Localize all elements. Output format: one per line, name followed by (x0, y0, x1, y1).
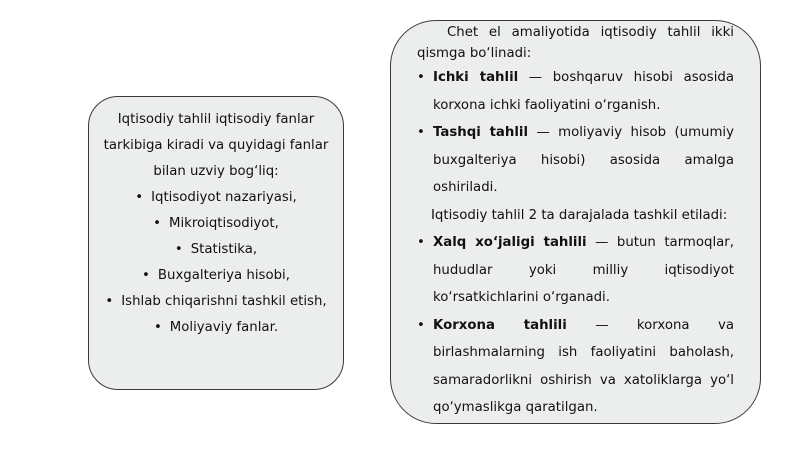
levels-intro: Iqtisodiy tahlil 2 ta darajalada tashkil etiladi: (431, 207, 728, 223)
list-item (417, 119, 734, 202)
list-item (417, 312, 734, 422)
related-sciences-box (88, 96, 344, 390)
term-description: — butun tarmoqlar, hududlar yoki milliy iqtisodiyot ko‘rsatkichlarini o‘rganadi. (433, 235, 734, 305)
list-item (417, 64, 734, 119)
term-description: — boshqaruv hisobi asosida korxona ichki faoliyatini o‘rganish. (433, 70, 735, 113)
list-item: • Ishlab chiqarishni tashkil etish, (99, 289, 333, 315)
related-sciences-intro: Iqtisodiy tahlil iqtisodiy fanlar tarkibiga kiradi va quyidagi fanlar bilan uzviy bog‘liq: (103, 112, 329, 179)
term-label: Xalq xo‘jaligi tahlili (433, 235, 587, 250)
related-sciences-list (99, 185, 333, 341)
term-description: — korxona va birlashmalarning ish faoliyatini baholash, samaradorlikni oshirish va xatoliklarga yo‘l qo‘ymaslikga qaratilgan. (433, 317, 734, 415)
term-description: — moliyaviy hisob (umumiy buxgalteriya hisobi) asosida amalga oshiriladi. (433, 125, 734, 195)
foreign-practice-intro: Chet el amaliyotida iqtisodiy tahlil ikki qismga bo‘linadi: (417, 25, 734, 61)
list-item: • Iqtisodiyot nazariyasi, (99, 185, 333, 211)
list-item: • Mikroiqtisodiyot, (99, 211, 333, 237)
term-label: Tashqi tahlil (433, 125, 529, 140)
term-label: Korxona tahlili (433, 317, 567, 333)
list-item: • Moliyaviy fanlar. (99, 315, 333, 341)
analysis-types-box (390, 20, 761, 424)
list-item: • Statistika, (99, 237, 333, 263)
list-item (417, 229, 734, 312)
term-label: Ichki tahlil (433, 70, 519, 85)
list-item: • Buxgalteriya hisobi, (99, 263, 333, 289)
analysis-levels-list (417, 229, 734, 422)
analysis-parts-list (417, 64, 734, 202)
